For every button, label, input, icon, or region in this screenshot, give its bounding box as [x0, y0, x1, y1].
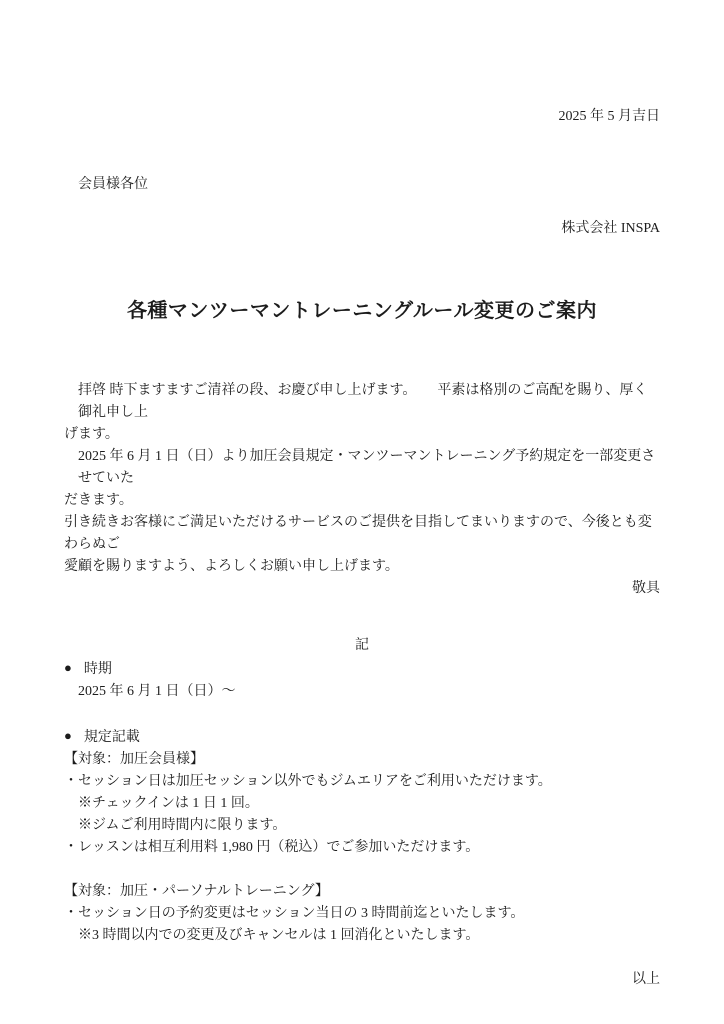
rules-group-kaatsu-note: ※チェックインは 1 日 1 回。 [78, 796, 259, 811]
rules-group-kaatsu-item: ・セッション日は加圧セッション以外でもジムエリアをご利用いただけます。 [64, 774, 552, 789]
rules-group-personal-heading: 【対象：加圧・パーソナルトレーニング】 [64, 884, 329, 899]
letter-end-marker: 以上 [632, 972, 660, 987]
record-item-period-value: 2025 年 6 月 1 日（日）～ [78, 684, 236, 699]
rules-group-kaatsu-note: ※ジムご利用時間内に限ります。 [78, 818, 287, 833]
record-item-rules-label: 規定記載 [83, 730, 140, 745]
rules-group-personal-note: ※3 時間以内での変更及びキャンセルは 1 回消化といたします。 [78, 928, 480, 943]
body-line-request: 引き続きお客様にご満足いただけるサービスのご提供を目指してまいりますので、今後とも変わらぬご [64, 515, 652, 552]
body-line-change-notice: 2025 年 6 月 1 日（日）より加圧会員規定・マンツーマントレーニング予約規定を一部変更させていた [78, 449, 656, 486]
body-line-greeting-wrap: げます。 [64, 427, 119, 442]
rules-group-kaatsu-heading: 【対象：加圧会員様】 [64, 752, 204, 767]
body-line-request-wrap: 愛顧を賜りますよう、よろしくお願い申し上げます。 [64, 559, 399, 574]
letter-body [64, 380, 660, 578]
body-line-greeting: 拝啓 時下ますますご清祥の段、お慶び申し上げます。 平素は格別のご高配を賜り、厚く御礼申し上 [78, 383, 648, 420]
record-item-period [64, 657, 660, 681]
letter-title: 各種マンツーマントレーニングルール変更のご案内 [126, 300, 598, 322]
record-heading: 記 [355, 638, 369, 653]
letter-closing: 敬具 [632, 581, 660, 596]
letter-sender: 株式会社 INSPA [561, 221, 660, 236]
bullet-icon: ● [64, 660, 72, 675]
letter-date: 2025 年 5 月吉日 [558, 109, 660, 124]
rules-group-personal-item: ・セッション日の予約変更はセッション当日の 3 時間前迄といたします。 [64, 906, 525, 921]
rules-group-kaatsu-item: ・レッスンは相互利用料 1,980 円（税込）でご参加いただけます。 [64, 840, 480, 855]
letter-recipient: 会員様各位 [78, 177, 148, 192]
body-line-change-notice-wrap: だきます。 [64, 493, 133, 508]
record-item-rules [64, 725, 660, 749]
record-item-period-label: 時期 [83, 662, 112, 677]
bullet-icon: ● [64, 728, 72, 743]
